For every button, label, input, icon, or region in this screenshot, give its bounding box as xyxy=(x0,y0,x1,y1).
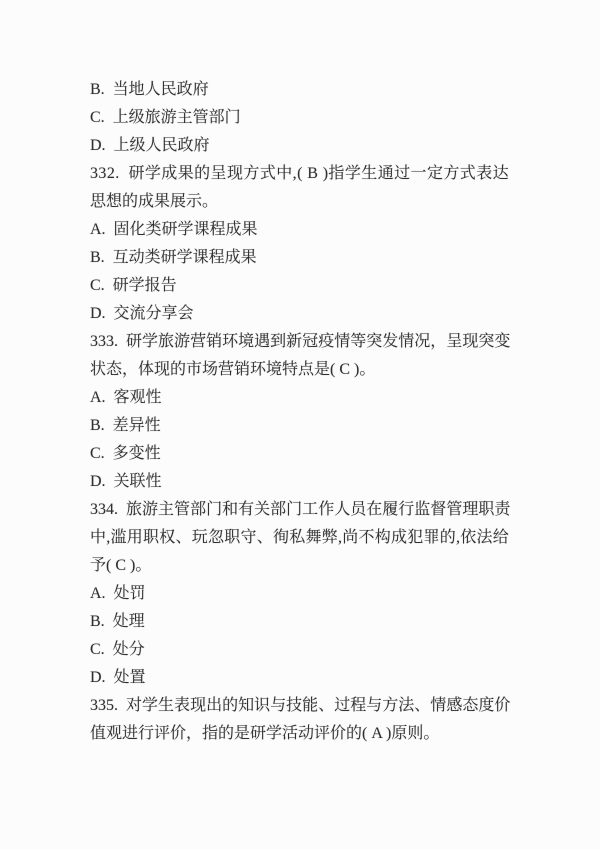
question-line: 3 3 4 . 旅 游 主 管 部 门 和 有 关 部 门 工 作 人 员 在 履 行 监 督 管 理 职 责 xyxy=(90,501,511,518)
option-line: D. 关联性 xyxy=(90,473,162,490)
option-line: A. 客观性 xyxy=(90,389,162,406)
option-line: C. 处分 xyxy=(90,641,145,658)
question-line: 思想的成果展示。 xyxy=(90,193,219,210)
option-line: C. 上级旅游主管部门 xyxy=(90,109,241,126)
option-line: C. 多变性 xyxy=(90,445,161,462)
option-line: A. 处罚 xyxy=(90,585,146,602)
option-line: B. 互动类研学课程成果 xyxy=(90,249,257,266)
question-line: 3 3 5 . 对 学 生 表 现 出 的 知 识 与 技 能 、 过 程 与 方 法 、 情 感 态 度 价 xyxy=(90,697,511,714)
option-line: A. 固化类研学课程成果 xyxy=(90,221,258,238)
question-line: 值观进行评价，指的是研学活动评价的( A )原则。 xyxy=(90,725,440,742)
question-line: 状态，体现的市场营销环境特点是( C )。 xyxy=(90,361,376,378)
document-content xyxy=(90,76,509,748)
question-line: 中 , 滥 用 职 权 、 玩 忽 职 守 、 徇 私 舞 弊 , 尚 不 构 成 犯 罪 的 , 依 法 给 xyxy=(90,529,509,546)
option-line: C. 研学报告 xyxy=(90,277,177,294)
option-line: B. 当地人民政府 xyxy=(90,81,209,98)
question-line: 3 3 3 . 研 学 旅 游 营 销 环 境 遇 到 新 冠 疫 情 等 突 发 情 况 ， 呈 现 突 变 xyxy=(90,333,511,350)
option-line: B. 处理 xyxy=(90,613,145,630)
option-line: D. 处置 xyxy=(90,669,146,686)
option-line: D. 上级人民政府 xyxy=(90,137,210,154)
question-line: 予( C )。 xyxy=(90,557,152,574)
option-line: B. 差异性 xyxy=(90,417,161,434)
question-line: 3 3 2 . 研 学 成 果 的 呈 现 方 式 中 , ( B ) 指 学 生 通 过 一 定 方 式 表 达 xyxy=(90,165,509,182)
option-line: D. 交流分享会 xyxy=(90,305,194,322)
